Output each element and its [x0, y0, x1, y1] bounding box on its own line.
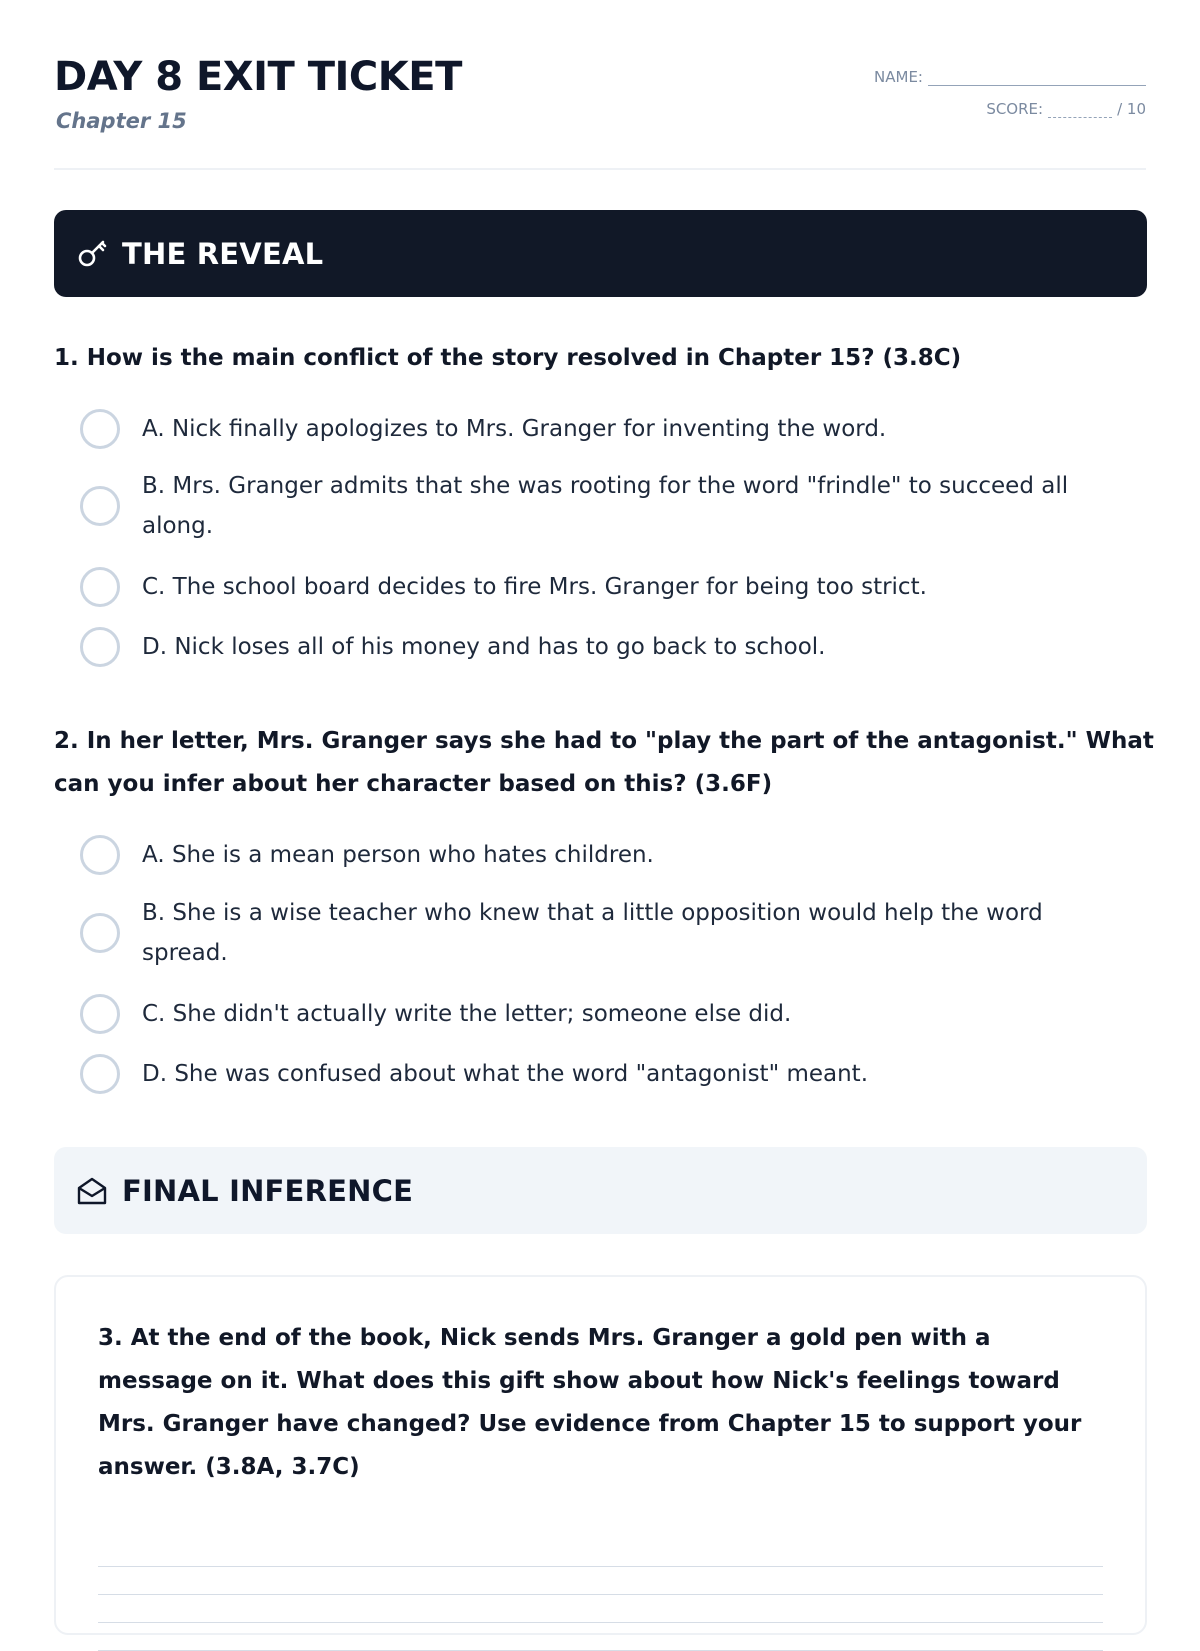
student-meta: [874, 68, 1146, 118]
answer-line[interactable]: [98, 1567, 1103, 1595]
section-title-reveal: THE REVEAL: [122, 236, 324, 271]
option-label: D. She was confused about what the word "antagonist" meant.: [142, 1061, 869, 1087]
option-label: A. She is a mean person who hates children.: [142, 842, 654, 868]
radio-button[interactable]: [80, 1054, 120, 1094]
q2-option-b[interactable]: [80, 893, 1100, 973]
name-blank[interactable]: [928, 71, 1146, 86]
option-label: A. Nick finally apologizes to Mrs. Granger for inventing the word.: [142, 416, 887, 442]
score-blank[interactable]: [1048, 103, 1112, 118]
q2-option-a[interactable]: [80, 835, 1100, 875]
answer-line[interactable]: [98, 1623, 1103, 1651]
key-icon: [74, 236, 110, 272]
page-subtitle: Chapter 15: [56, 109, 187, 133]
radio-button[interactable]: [80, 409, 120, 449]
radio-button[interactable]: [80, 567, 120, 607]
name-label: NAME:: [874, 68, 923, 86]
q1-option-c[interactable]: [80, 567, 1100, 607]
score-total: / 10: [1117, 100, 1146, 118]
question-2-text: 2. In her letter, Mrs. Granger says she had to "play the part of the antagonist." What can you infer about her character based on this? (3.6F): [54, 728, 1154, 797]
q2-option-d[interactable]: [80, 1054, 1100, 1094]
score-field: [874, 100, 1146, 118]
name-field[interactable]: [874, 68, 1146, 86]
radio-button[interactable]: [80, 835, 120, 875]
envelope-open-icon: [74, 1173, 110, 1209]
score-label: SCORE:: [986, 100, 1044, 118]
option-label: B. Mrs. Granger admits that she was rooting for the word "frindle" to succeed all along.: [142, 473, 1069, 539]
page-title: DAY 8 EXIT TICKET: [54, 54, 462, 100]
section-banner-final-inference: [54, 1147, 1147, 1234]
q1-option-b[interactable]: [80, 466, 1100, 546]
radio-button[interactable]: [80, 627, 120, 667]
radio-button[interactable]: [80, 994, 120, 1034]
option-label: B. She is a wise teacher who knew that a little opposition would help the word spread.: [142, 900, 1043, 966]
answer-lines[interactable]: [98, 1539, 1103, 1651]
question-3-text: 3. At the end of the book, Nick sends Mrs. Granger a gold pen with a message on it. What does this gift show about how Nick's feelings toward Mrs. Granger have changed? Use evidence from Chapter 15 to support your answer. (3.8A, 3.7C): [98, 1325, 1082, 1480]
radio-button[interactable]: [80, 913, 120, 953]
section-banner-reveal: [54, 210, 1147, 297]
option-label: C. The school board decides to fire Mrs. Granger for being too strict.: [142, 574, 927, 600]
answer-card: [54, 1275, 1147, 1635]
q1-option-a[interactable]: [80, 409, 1100, 449]
radio-button[interactable]: [80, 486, 120, 526]
q1-option-d[interactable]: [80, 627, 1100, 667]
question-1-text: 1. How is the main conflict of the story resolved in Chapter 15? (3.8C): [54, 345, 962, 371]
answer-line[interactable]: [98, 1539, 1103, 1567]
section-title-final-inference: FINAL INFERENCE: [122, 1173, 414, 1208]
header: [54, 0, 1146, 170]
option-label: D. Nick loses all of his money and has to go back to school.: [142, 634, 826, 660]
q2-option-c[interactable]: [80, 994, 1100, 1034]
option-label: C. She didn't actually write the letter; someone else did.: [142, 1001, 792, 1027]
answer-line[interactable]: [98, 1595, 1103, 1623]
